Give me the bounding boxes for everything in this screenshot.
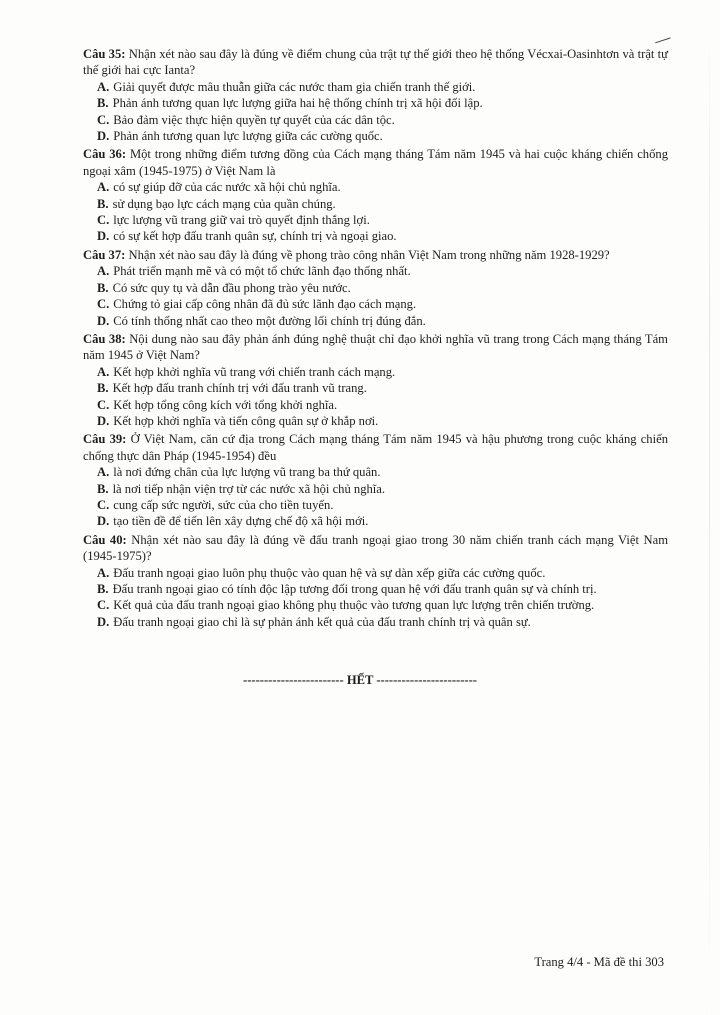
option-text: Phản ánh tương quan lực lượng giữa hai hệ thống chính trị xã hội đối lập. xyxy=(112,96,483,111)
option-text: Phản ánh tương quan lực lượng giữa các cường quốc. xyxy=(113,129,383,144)
pen-mark xyxy=(653,32,670,44)
option-c xyxy=(83,597,668,613)
option-text: Đấu tranh ngoại giao chỉ là sự phản ánh kết quả của đấu tranh chính trị và quân sự. xyxy=(113,614,531,629)
option-letter: B. xyxy=(97,481,109,496)
question-39 xyxy=(83,431,668,529)
option-text: Kết hợp đấu tranh chính trị với đấu tranh vũ trang. xyxy=(112,381,367,396)
option-d xyxy=(83,413,668,429)
option-letter: B. xyxy=(97,582,109,596)
question-35 xyxy=(83,46,668,144)
option-letter: C. xyxy=(97,213,110,228)
option-b xyxy=(83,280,668,296)
option-letter: D. xyxy=(97,514,110,529)
question-number: Câu 40: xyxy=(83,532,127,547)
option-text: Phát triển mạnh mẽ và có một tổ chức lãnh đạo thống nhất. xyxy=(113,264,411,279)
end-marker: ------------------------ HẾT ------------------------ xyxy=(243,673,477,687)
option-letter: D. xyxy=(97,313,110,328)
option-d xyxy=(83,313,668,329)
option-a xyxy=(83,464,668,480)
question-number: Câu 37: xyxy=(83,247,126,262)
option-text: Đấu tranh ngoại giao luôn phụ thuộc vào quan hệ và sự dàn xếp giữa các cường quốc. xyxy=(113,565,546,580)
option-letter: C. xyxy=(97,397,110,412)
question-37 xyxy=(83,247,668,329)
option-letter: A. xyxy=(97,264,110,279)
option-c xyxy=(83,397,668,413)
option-letter: A. xyxy=(97,364,110,379)
option-d xyxy=(83,228,668,244)
option-text: Giải quyết được mâu thuẫn giữa các nước tham gia chiến tranh thế giới. xyxy=(113,79,476,94)
option-letter: C. xyxy=(97,112,110,127)
option-letter: C. xyxy=(97,497,110,512)
option-text: Kết quả của đấu tranh ngoại giao không phụ thuộc vào tương quan lực lượng trên chiến trường. xyxy=(113,598,595,613)
option-letter: D. xyxy=(97,229,110,244)
option-letter: B. xyxy=(97,96,109,111)
option-c xyxy=(83,112,668,128)
option-letter: D. xyxy=(97,129,110,144)
option-text: Kết hợp khởi nghĩa và tiến công quân sự ở khắp nơi. xyxy=(113,413,379,428)
option-a xyxy=(83,79,668,95)
question-number: Câu 39: xyxy=(83,432,127,447)
option-text: có sự giúp đỡ của các nước xã hội chủ nghĩa. xyxy=(113,180,341,195)
option-text: cung cấp sức người, sức của cho tiền tuyến. xyxy=(113,497,334,512)
question-stem: Nội dung nào sau đây phản ánh đúng nghệ thuật chỉ đạo khởi nghĩa vũ trang trong Cách mạng tháng Tám năm 1945 ở Việt Nam? xyxy=(83,331,668,363)
option-c xyxy=(83,296,668,312)
option-text: Bảo đảm việc thực hiện quyền tự quyết của các dân tộc. xyxy=(113,112,395,127)
option-text: Kết hợp tổng công kích với tổng khởi nghĩa. xyxy=(113,397,338,412)
question-number: Câu 36: xyxy=(83,147,127,162)
option-text: là nơi đứng chân của lực lượng vũ trang ba thứ quân. xyxy=(113,465,381,480)
option-letter: A. xyxy=(97,79,110,94)
option-letter: C. xyxy=(97,297,110,312)
option-b xyxy=(83,196,668,212)
option-text: lực lượng vũ trang giữ vai trò quyết định thắng lợi. xyxy=(113,213,370,228)
option-a xyxy=(83,263,668,279)
option-b xyxy=(83,481,668,497)
option-text: Có tính thống nhất cao theo một đường lối chính trị đúng đắn. xyxy=(113,313,426,328)
question-36 xyxy=(83,146,668,244)
option-text: tạo tiền đề để tiến lên xây dựng chế độ xã hội mới. xyxy=(113,514,369,529)
question-number: Câu 38: xyxy=(83,331,126,346)
option-letter: C. xyxy=(97,598,110,613)
option-text: Đấu tranh ngoại giao có tính độc lập tương đối trong quan hệ với đấu tranh quân sự và chính trị. xyxy=(112,582,597,596)
option-letter: B. xyxy=(97,381,109,396)
option-b xyxy=(83,581,668,597)
option-text: Kết hợp khởi nghĩa vũ trang với chiến tranh cách mạng. xyxy=(113,364,396,379)
question-40 xyxy=(83,532,668,630)
question-number: Câu 35: xyxy=(83,47,126,61)
option-c xyxy=(83,212,668,228)
option-letter: B. xyxy=(97,196,109,211)
option-text: Có sức quy tụ và dẫn đầu phong trào yêu nước. xyxy=(112,280,351,295)
option-b xyxy=(83,95,668,111)
scan-edge xyxy=(709,0,710,1015)
question-stem: Một trong những điểm tương đồng của Cách mạng tháng Tám năm 1945 và hai cuộc kháng chiến chống ngoại xâm (1945-1975) ở Việt Nam là xyxy=(83,147,668,178)
question-list xyxy=(83,46,668,632)
option-d xyxy=(83,128,668,144)
question-stem: Nhận xét nào sau đây là đúng về đấu tranh ngoại giao trong 30 năm chiến tranh cách mạng Việt Nam (1945-1975)? xyxy=(83,532,668,564)
option-text: Chứng tỏ giai cấp công nhân đã đủ sức lãnh đạo cách mạng. xyxy=(113,297,417,312)
question-stem: Nhận xét nào sau đây là đúng về điểm chung của trật tự thế giới theo hệ thống Vécxai-Oasinhtơn và trật tự thế giới hai cực Ianta? xyxy=(83,47,668,78)
option-a xyxy=(83,364,668,380)
option-a xyxy=(83,565,668,581)
option-text: sử dụng bạo lực cách mạng của quần chúng. xyxy=(112,196,336,211)
option-letter: A. xyxy=(97,180,110,195)
option-letter: A. xyxy=(97,565,110,580)
option-c xyxy=(83,497,668,513)
option-text: là nơi tiếp nhận viện trợ từ các nước xã hội chủ nghĩa. xyxy=(112,481,386,496)
option-d xyxy=(83,614,668,630)
option-letter: B. xyxy=(97,280,109,295)
option-letter: D. xyxy=(97,614,110,629)
question-38 xyxy=(83,331,668,429)
page-footer: Trang 4/4 - Mã đề thi 303 xyxy=(534,955,664,969)
option-d xyxy=(83,513,668,529)
option-a xyxy=(83,179,668,195)
question-stem: Ở Việt Nam, căn cứ địa trong Cách mạng tháng Tám năm 1945 và hậu phương trong cuộc kháng chiến chống thực dân Pháp (1945-1954) đều xyxy=(83,432,668,463)
option-b xyxy=(83,380,668,396)
option-text: có sự kết hợp đấu tranh quân sự, chính trị và ngoại giao. xyxy=(113,229,397,244)
option-letter: A. xyxy=(97,465,110,480)
question-stem: Nhận xét nào sau đây là đúng về phong trào công nhân Việt Nam trong những năm 1928-1929? xyxy=(128,247,610,262)
option-letter: D. xyxy=(97,413,110,428)
